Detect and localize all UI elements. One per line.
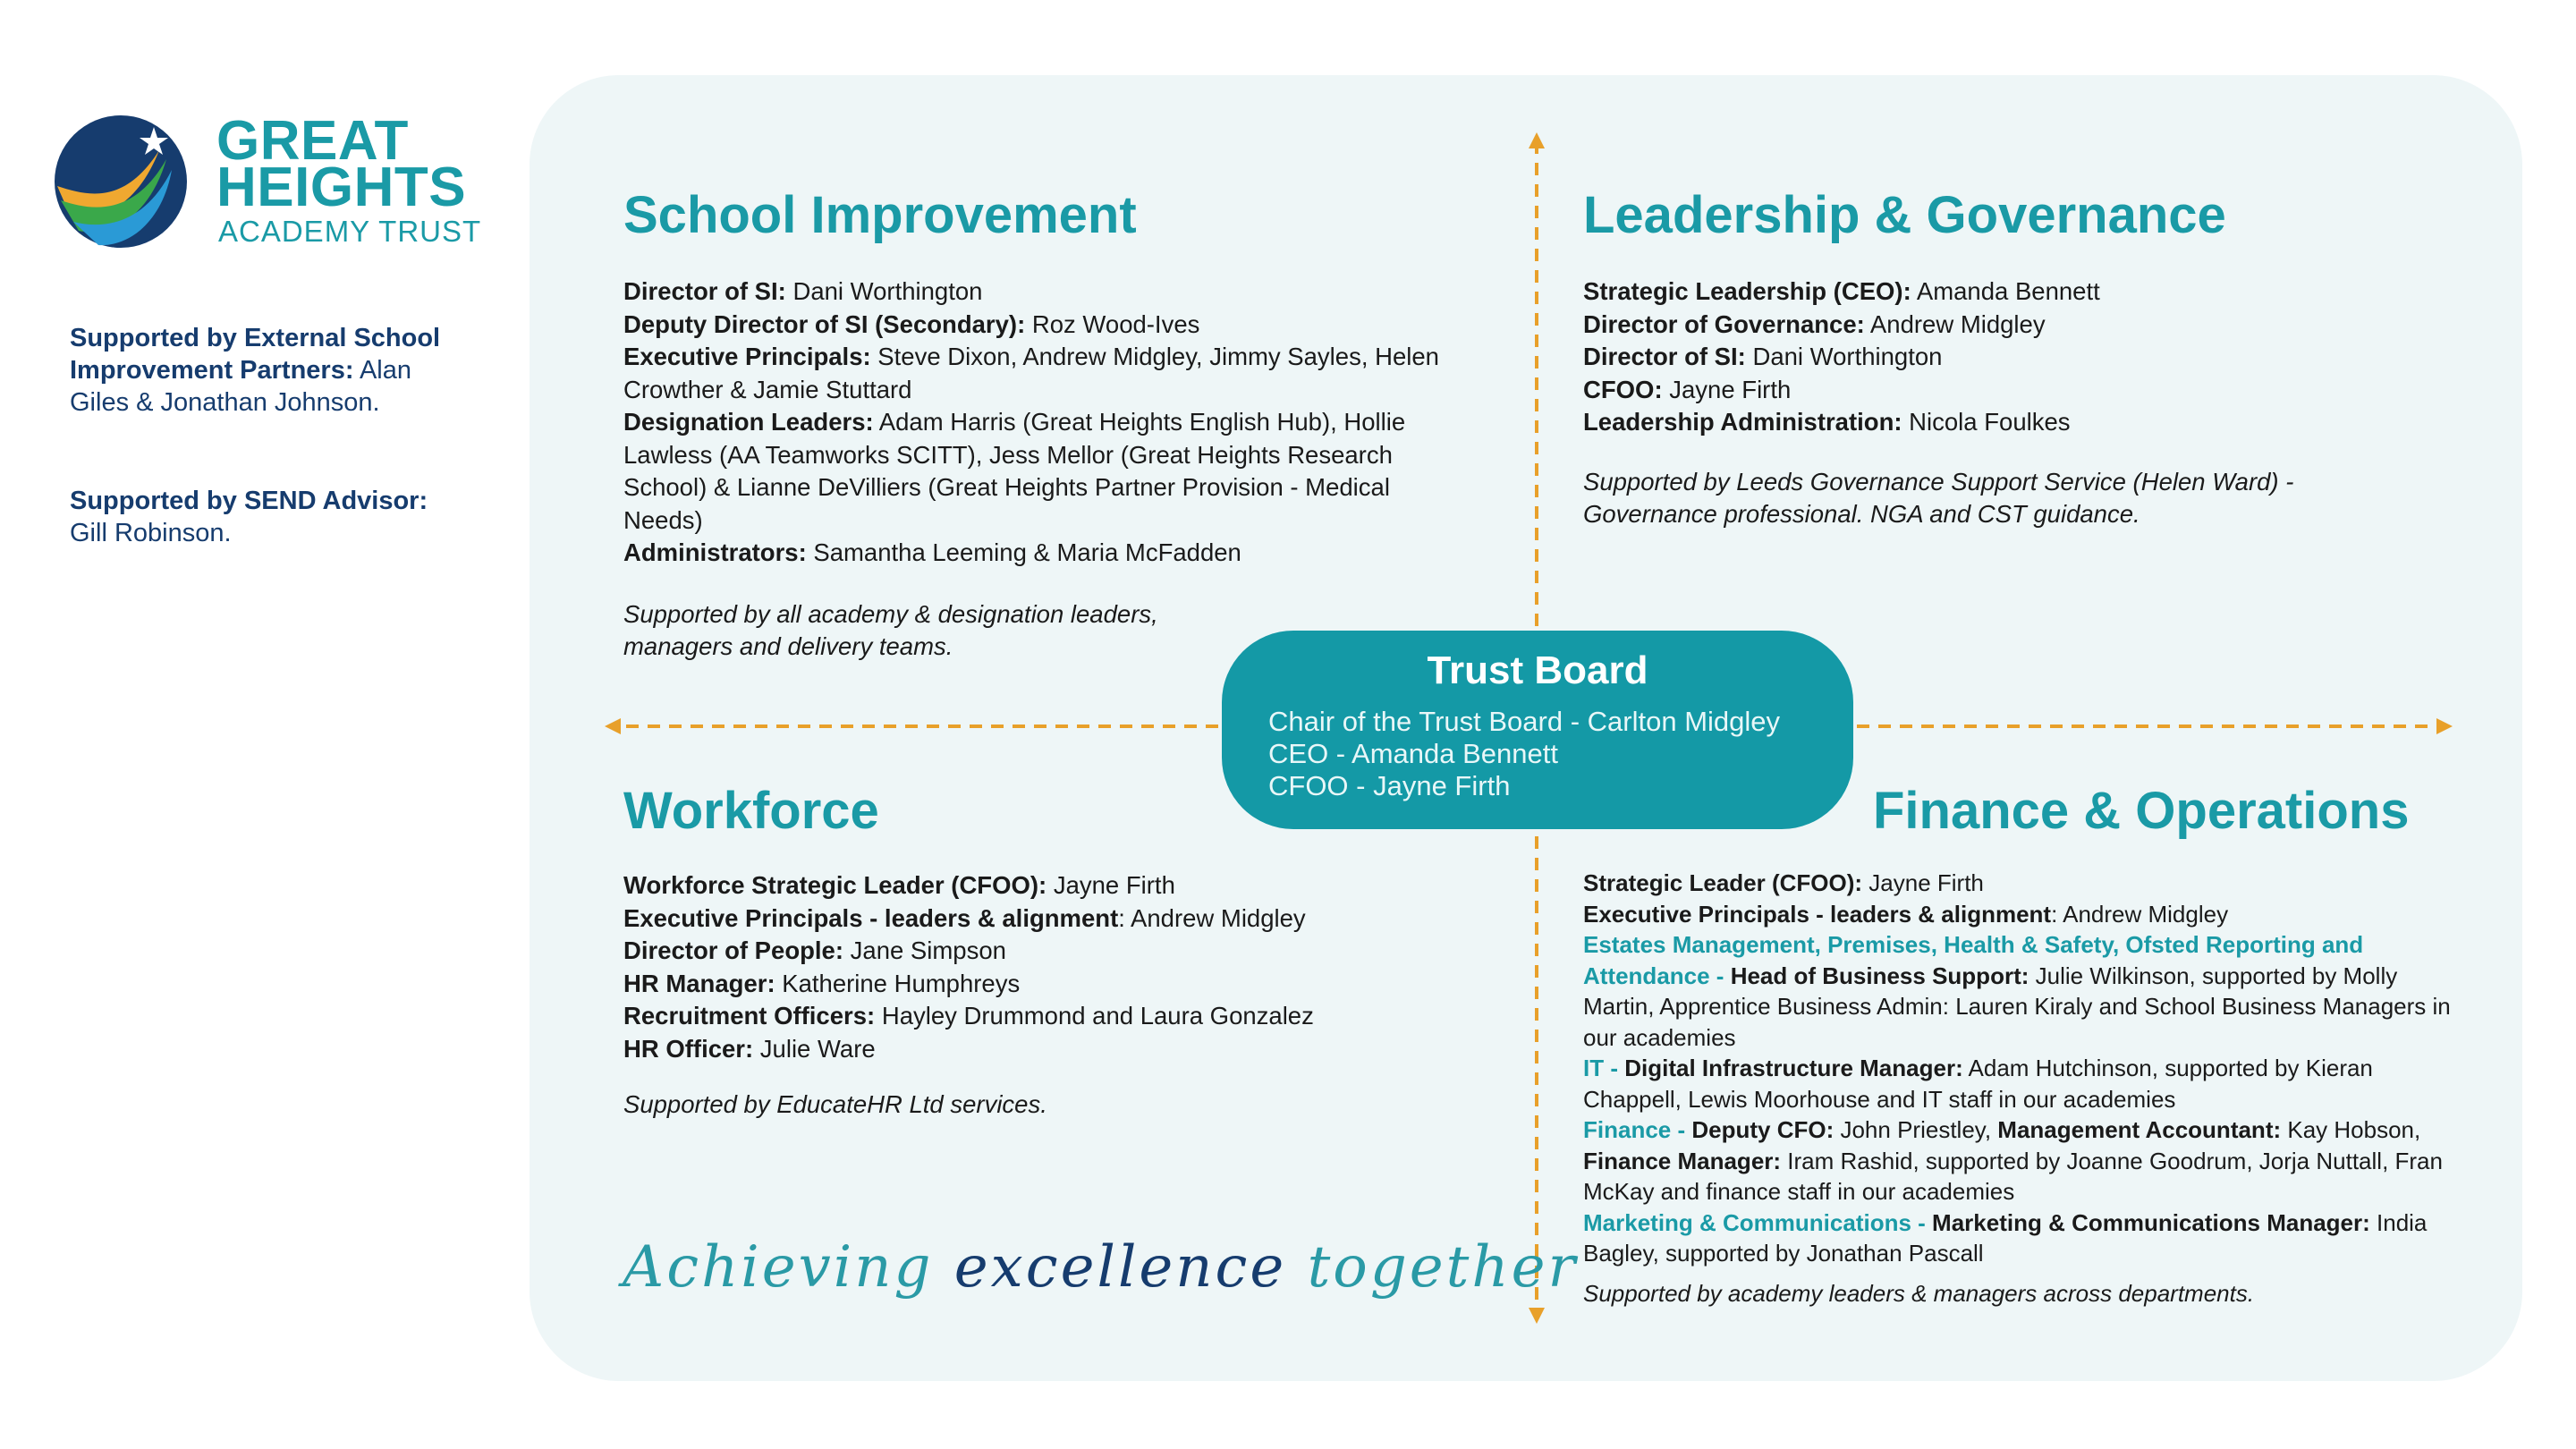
wf-line [623, 869, 1482, 902]
lg-note: Supported by Leeds Governance Support Service (Helen Ward) - Governance professional. NGA and CST guidance. [1583, 467, 2294, 528]
lg-line-value: Jayne Firth [1662, 375, 1792, 403]
wf-line-value: Hayley Drummond and Laura Gonzalez [875, 1002, 1314, 1030]
tagline-part: together [1286, 1234, 1579, 1301]
wf-line-value: Jayne Firth [1046, 871, 1175, 899]
fo-marketing-label: Marketing & Communications Manager: [1932, 1208, 2370, 1236]
fo-finance-label: Management Accountant: [1997, 1116, 2282, 1143]
school-improvement-body [623, 275, 1464, 664]
fo-category-finance: Finance - [1583, 1116, 1692, 1143]
fo-estates [1583, 929, 2469, 1053]
tagline-part: Achieving [623, 1234, 954, 1301]
si-line-value: Roz Wood-Ives [1025, 309, 1200, 338]
fo-finance-label: Finance Manager: [1583, 1147, 1782, 1174]
lg-line [1583, 309, 2406, 342]
logo-emblem-icon [54, 114, 188, 249]
lg-line-label: Director of SI: [1583, 343, 1746, 370]
trust-logo [54, 110, 483, 258]
finance-title: Finance & Operations [1873, 782, 2410, 840]
leadership-body [1583, 275, 2406, 531]
send-advisor-value: Gill Robinson. [70, 519, 232, 547]
fo-category-marketing: Marketing & Communications - [1583, 1208, 1933, 1236]
fo-finance-label: Deputy CFO: [1691, 1116, 1835, 1143]
lg-line-value: Andrew Midgley [1864, 309, 2046, 338]
wf-line [623, 935, 1482, 968]
fo-it-label: Digital Infrastructure Manager: [1624, 1055, 1963, 1081]
lg-line [1583, 374, 2406, 407]
fo-finance-value: John Priestley, [1834, 1116, 1998, 1143]
fo-line-value: : Andrew Midgley [2051, 900, 2229, 928]
si-line-label: Deputy Director of SI (Secondary): [623, 309, 1026, 338]
external-partners-value: Alan Giles & Jonathan Johnson. [70, 356, 411, 417]
si-line-label: Administrators: [623, 538, 807, 566]
si-line [623, 341, 1464, 406]
lg-line [1583, 275, 2406, 309]
wf-note: Supported by EducateHR Ltd services. [623, 1090, 1047, 1118]
logo-word-heights: HEIGHTS [216, 157, 467, 218]
tagline-part: excellence [953, 1234, 1287, 1301]
finance-body [1583, 868, 2469, 1309]
send-advisor-note [70, 485, 445, 549]
fo-marketing [1583, 1208, 2469, 1269]
wf-line-label: Executive Principals - leaders & alignment [623, 903, 1119, 932]
wf-line [623, 1000, 1482, 1033]
si-line-label: Executive Principals: [623, 343, 871, 370]
logo-subtitle: ACADEMY TRUST [218, 215, 482, 248]
tagline [623, 1234, 1578, 1301]
lg-line [1583, 406, 2406, 439]
fo-finance-value: Kay Hobson, [2281, 1116, 2421, 1143]
fo-line [1583, 868, 2469, 899]
fo-note: Supported by academy leaders & managers across departments. [1583, 1279, 2255, 1307]
lg-line [1583, 341, 2406, 374]
wf-line-label: Recruitment Officers: [623, 1002, 876, 1030]
lg-line-label: Strategic Leadership (CEO): [1583, 277, 1911, 305]
si-line [623, 537, 1464, 570]
wf-line-value: Jane Simpson [843, 936, 1006, 964]
lg-line-label: Director of Governance: [1583, 309, 1865, 338]
trust-board-line: CFOO - Jayne Firth [1268, 770, 1511, 801]
wf-line [623, 1033, 1482, 1066]
fo-line-label: Executive Principals - leaders & alignment [1583, 900, 2052, 928]
external-partners-note [70, 322, 445, 419]
lg-line-value: Amanda Bennett [1911, 277, 2100, 305]
fo-line-value: Jayne Firth [1862, 869, 1984, 896]
external-partners-label: Supported by External School Improvement Partners: [70, 324, 441, 385]
fo-category-estates: Estates Management, Premises, Health & Safety, Ofsted Reporting and Attendance - [1583, 931, 2364, 989]
si-line [623, 275, 1464, 309]
lg-line-value: Nicola Foulkes [1902, 408, 2071, 436]
fo-category-it: IT - [1583, 1055, 1625, 1081]
si-line-value: Steve Dixon, Andrew Midgley, Jimmy Sayles, Helen Crowther & Jamie Stuttard [623, 343, 1439, 403]
si-line-value: Dani Worthington [785, 277, 983, 305]
wf-line-value: : Andrew Midgley [1118, 903, 1306, 932]
si-line-value: Samantha Leeming & Maria McFadden [806, 538, 1241, 566]
school-improvement-title: School Improvement [623, 186, 1137, 244]
fo-marketing-value: India Bagley, supported by Jonathan Pascall [1583, 1208, 2428, 1267]
si-line-label: Director of SI: [623, 277, 786, 305]
si-line-value: Adam Harris (Great Heights English Hub), Hollie Lawless (AA Teamworks SCITT), Jess Mellor (Great Heights Research School) & Lianne DeVilliers (Great Heights Partner Provision - Medical Needs) [623, 408, 1406, 534]
wf-line-value: Katherine Humphreys [775, 969, 1021, 997]
fo-finance [1583, 1114, 2469, 1208]
workforce-title: Workforce [623, 782, 879, 840]
logo-word-great: GREAT [216, 110, 409, 172]
wf-line [623, 968, 1482, 1001]
fo-it [1583, 1053, 2469, 1114]
trust-board-line: Chair of the Trust Board - Carlton Midgley [1268, 706, 1781, 737]
fo-it-value: Adam Hutchinson, supported by Kieran Chappell, Lewis Moorhouse and IT staff in our academies [1583, 1055, 2373, 1113]
wf-line-label: HR Manager: [623, 969, 775, 997]
wf-line-label: Workforce Strategic Leader (CFOO): [623, 871, 1047, 899]
fo-line [1583, 899, 2469, 930]
fo-estates-label: Head of Business Support: [1730, 962, 2029, 989]
lg-line-label: CFOO: [1583, 375, 1663, 403]
fo-estates-value: Julie Wilkinson, supported by Molly Martin, Apprentice Business Admin: Lauren Kiraly and School Business Managers in our academies [1583, 962, 2451, 1051]
fo-line-label: Strategic Leader (CFOO): [1583, 869, 1863, 896]
wf-line-value: Julie Ware [753, 1034, 876, 1063]
wf-line [623, 902, 1482, 936]
trust-board-box [1222, 631, 1853, 829]
send-advisor-label: Supported by SEND Advisor: [70, 487, 428, 515]
wf-line-label: HR Officer: [623, 1034, 754, 1063]
si-note: Supported by all academy & designation leaders, managers and delivery teams. [623, 599, 1158, 660]
si-line [623, 309, 1464, 342]
lg-line-value: Dani Worthington [1745, 343, 1943, 370]
si-line-label: Designation Leaders: [623, 408, 874, 436]
si-line [623, 406, 1464, 537]
trust-board-line: CEO - Amanda Bennett [1268, 738, 1558, 769]
lg-line-label: Leadership Administration: [1583, 408, 1902, 436]
wf-line-label: Director of People: [623, 936, 844, 964]
workforce-body [623, 869, 1482, 1122]
leadership-title: Leadership & Governance [1583, 186, 2226, 244]
trust-board-title: Trust Board [1427, 648, 1648, 692]
fo-finance-value: Iram Rashid, supported by Joanne Goodrum, Jorja Nuttall, Fran McKay and finance staff in our academies [1583, 1147, 2443, 1205]
